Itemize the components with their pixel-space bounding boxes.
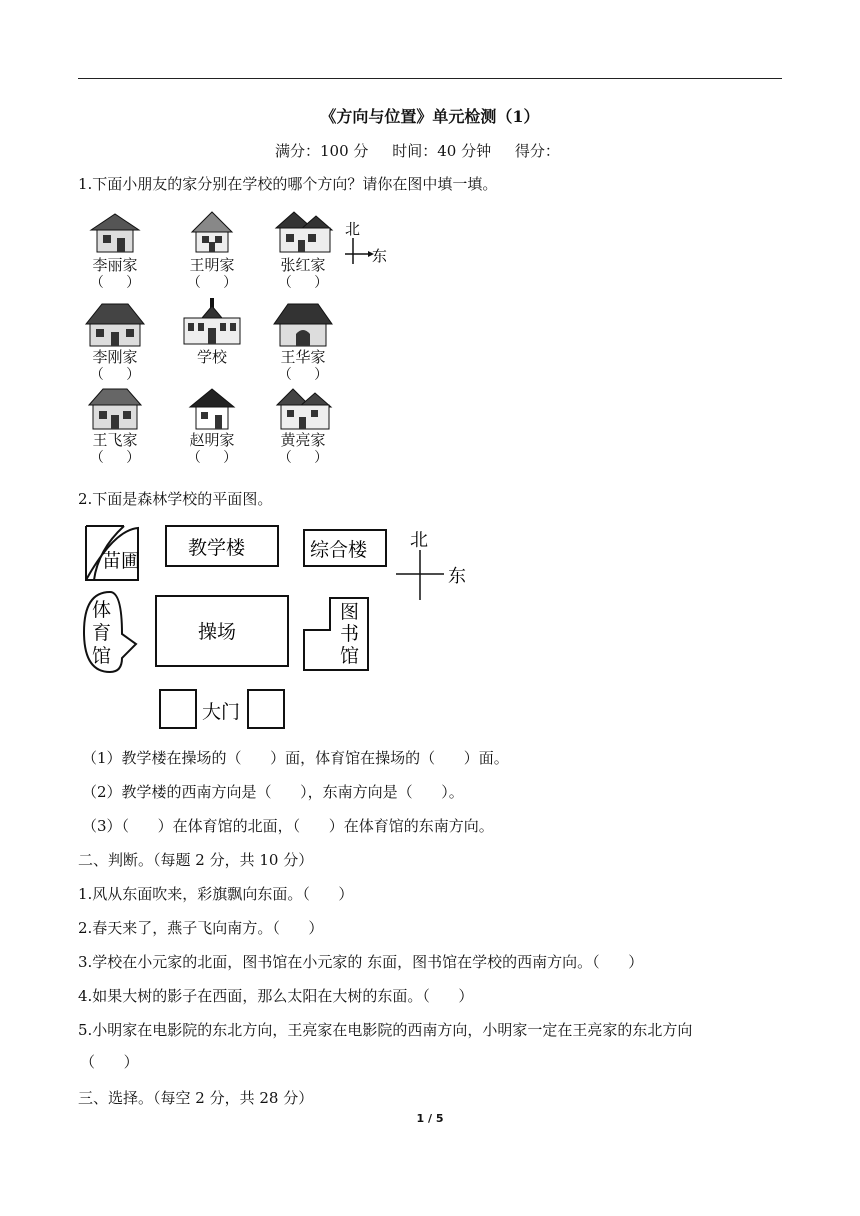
score-line: 满分：100 分 时间：40 分钟 得分： — [275, 142, 560, 160]
answer-blank[interactable]: （ ） — [89, 367, 141, 383]
gate-label: 大门 — [202, 701, 241, 723]
school — [172, 296, 252, 366]
house-zhang-hong — [263, 208, 343, 292]
answer-blank[interactable]: （ ） — [89, 450, 141, 466]
library-label-1: 图 — [340, 601, 360, 623]
page-number: 1 / 5 — [416, 1112, 444, 1125]
house-wang-fei — [75, 385, 155, 467]
page-title: 《方向与位置》单元检测（1） — [320, 107, 540, 126]
house-wang-hua — [263, 300, 343, 384]
judge-item-4: 4.如果大树的影子在西面，那么太阳在大树的东面。（ ） — [78, 987, 474, 1005]
house-label: 张红家 — [280, 256, 326, 274]
answer-blank[interactable]: （ ） — [186, 275, 238, 291]
complex-label: 综合楼 — [310, 539, 368, 561]
school-icon — [180, 296, 244, 348]
house-wang-ming — [172, 208, 252, 292]
playground-label: 操场 — [198, 621, 237, 643]
answer-blank[interactable]: （ ） — [89, 275, 141, 291]
house-icon — [182, 385, 242, 431]
house-label: 王华家 — [280, 348, 326, 366]
house-icon — [270, 300, 336, 348]
q1-prompt: 1.下面小朋友的家分别在学校的哪个方向？请你在图中填一填。 — [78, 175, 498, 193]
school-plan-map — [78, 520, 478, 740]
q2-prompt: 2.下面是森林学校的平面图。 — [78, 490, 273, 508]
judge-item-5: 5.小明家在电影院的东北方向，王亮家在电影院的西南方向，小明家一定在王亮家的东北方向 — [78, 1021, 693, 1039]
house-label: 李刚家 — [92, 348, 138, 366]
judge-item-5-blank[interactable]: （ ） — [80, 1053, 139, 1071]
answer-blank[interactable]: （ ） — [186, 450, 238, 466]
plan-east-label: 东 — [448, 566, 466, 587]
q2-sub3: （3）（ ）在体育馆的北面，（ ）在体育馆的东南方向。 — [82, 817, 494, 835]
q2-sub2: （2）教学楼的西南方向是（ ），东南方向是（ ）。 — [82, 783, 464, 801]
north-label: 北 — [345, 220, 361, 238]
judge-item-2: 2.春天来了，燕子飞向南方。（ ） — [78, 919, 324, 937]
gate-right-block — [248, 690, 284, 728]
house-label: 王飞家 — [92, 431, 138, 449]
house-huang-liang — [263, 385, 343, 467]
house-icon — [182, 208, 242, 256]
gate-left-block — [160, 690, 196, 728]
east-label: 东 — [372, 247, 388, 265]
judge-item-3: 3.学校在小元家的北面，图书馆在小元家的 东面，图书馆在学校的西南方向。（ ） — [78, 953, 644, 971]
house-label: 赵明家 — [189, 431, 235, 449]
house-icon — [82, 300, 148, 348]
header-rule — [78, 78, 782, 79]
library-label-2: 书 — [340, 623, 360, 645]
q1-compass — [340, 216, 390, 270]
house-li-gang — [75, 300, 155, 384]
house-icon — [273, 385, 333, 431]
house-zhao-ming — [172, 385, 252, 467]
house-label: 王明家 — [189, 256, 235, 274]
library-label-3: 馆 — [340, 645, 360, 667]
section3-heading: 三、选择。（每空 2 分，共 28 分） — [78, 1089, 314, 1107]
school-label: 学校 — [196, 348, 227, 366]
nursery-label: 苗圃 — [102, 550, 141, 572]
gym-label-3: 馆 — [92, 645, 112, 667]
house-label: 李丽家 — [92, 256, 138, 274]
answer-blank[interactable]: （ ） — [277, 367, 329, 383]
q2-sub1: （1）教学楼在操场的（ ）面，体育馆在操场的（ ）面。 — [82, 749, 509, 767]
house-label: 黄亮家 — [280, 431, 326, 449]
answer-blank[interactable]: （ ） — [277, 275, 329, 291]
gym-label-2: 育 — [92, 622, 112, 644]
section2-heading: 二、判断。（每题 2 分，共 10 分） — [78, 851, 314, 869]
answer-blank[interactable]: （ ） — [277, 450, 329, 466]
plan-svg — [78, 520, 478, 740]
house-icon — [85, 208, 145, 256]
judge-item-1: 1.风从东面吹来，彩旗飘向东面。（ ） — [78, 885, 354, 903]
house-li-li — [75, 208, 155, 292]
teaching-label: 教学楼 — [188, 537, 246, 559]
compass-icon — [340, 216, 390, 266]
house-icon — [272, 208, 334, 256]
gym-label-1: 体 — [92, 599, 112, 621]
house-icon — [83, 385, 147, 431]
plan-north-label: 北 — [410, 530, 428, 551]
